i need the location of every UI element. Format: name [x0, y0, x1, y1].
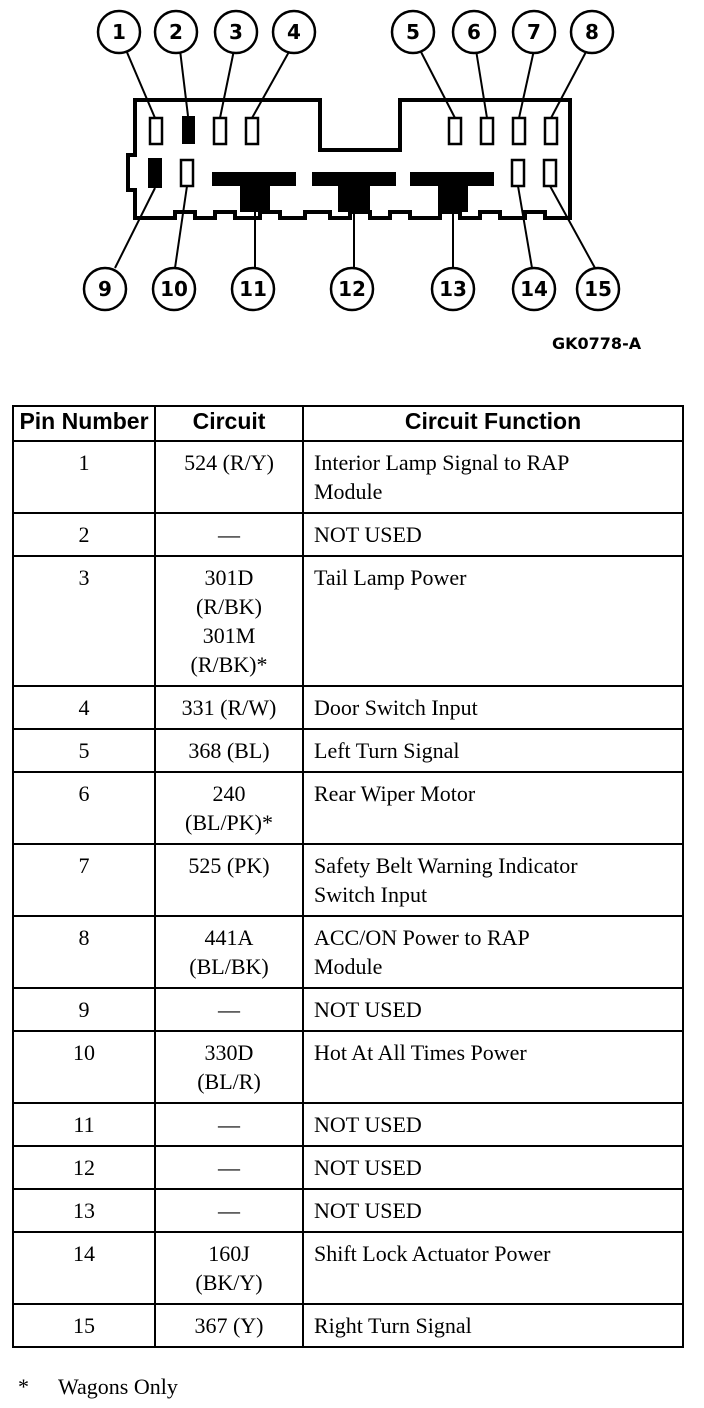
pin-number-cell: 8	[13, 916, 155, 988]
table-header-row	[13, 406, 683, 441]
pin-cavity-4	[246, 118, 258, 144]
circuit-function-cell	[303, 844, 683, 916]
circuit-function-cell	[303, 441, 683, 513]
pin-number-cell: 4	[13, 686, 155, 729]
connector-diagram	[0, 0, 704, 360]
function-line: Module	[314, 954, 383, 979]
circuit-line: 367 (Y)	[194, 1313, 264, 1338]
circuit-line: 240	[212, 781, 246, 806]
circuit-cell	[155, 916, 303, 988]
callout-12: 12	[338, 277, 366, 301]
function-line: Switch Input	[314, 882, 428, 907]
table-row	[13, 556, 683, 686]
circuit-cell	[155, 441, 303, 513]
circuit-cell	[155, 729, 303, 772]
table-row	[13, 1103, 683, 1146]
function-line: Interior Lamp Signal to RAP	[314, 450, 570, 475]
pin-number-cell: 9	[13, 988, 155, 1031]
pin-number-cell: 2	[13, 513, 155, 556]
callout-14: 14	[520, 277, 548, 301]
pin-number-cell: 7	[13, 844, 155, 916]
table-row	[13, 1146, 683, 1189]
circuit-cell	[155, 1031, 303, 1103]
function-line: NOT USED	[314, 997, 422, 1022]
circuit-function-cell	[303, 556, 683, 686]
circuit-line: —	[218, 1198, 240, 1223]
circuit-function-cell	[303, 1189, 683, 1232]
pin-cavity-10	[181, 160, 193, 186]
header-pin-number: Pin Number	[13, 406, 155, 441]
circuit-cell	[155, 686, 303, 729]
circuit-line: —	[218, 997, 240, 1022]
top-leader-lines	[126, 50, 587, 118]
table-row	[13, 1304, 683, 1347]
circuit-cell	[155, 513, 303, 556]
callout-6: 6	[467, 20, 481, 44]
table-row	[13, 988, 683, 1031]
circuit-line: 301D	[204, 565, 254, 590]
circuit-function-cell	[303, 1304, 683, 1347]
pin-table-body	[13, 441, 683, 1347]
figure-id: GK0778-A	[552, 334, 642, 353]
circuit-cell	[155, 1304, 303, 1347]
table-row	[13, 1189, 683, 1232]
footnote	[18, 1374, 178, 1400]
pin-table	[12, 405, 684, 1348]
pin-cavity-2	[182, 116, 195, 144]
circuit-function-cell	[303, 729, 683, 772]
pin-number-cell: 11	[13, 1103, 155, 1146]
pin-cavity-15	[544, 160, 556, 186]
callout-3: 3	[229, 20, 243, 44]
circuit-line: 160J	[208, 1241, 250, 1266]
table-row	[13, 844, 683, 916]
header-circuit: Circuit	[155, 406, 303, 441]
function-line: Right Turn Signal	[314, 1313, 472, 1338]
function-line: NOT USED	[314, 1155, 422, 1180]
pin-number-cell: 3	[13, 556, 155, 686]
function-line: Left Turn Signal	[314, 738, 460, 763]
pin-number-cell: 13	[13, 1189, 155, 1232]
circuit-line: (BK/Y)	[195, 1270, 263, 1295]
function-line: NOT USED	[314, 1112, 422, 1137]
pin-number-cell: 6	[13, 772, 155, 844]
pin-cavity-1	[150, 118, 162, 144]
circuit-function-cell	[303, 916, 683, 988]
circuit-line: —	[218, 522, 240, 547]
pin-cavity-11	[212, 172, 296, 212]
callout-7: 7	[527, 20, 541, 44]
circuit-line: 301M	[202, 623, 256, 648]
circuit-line: 525 (PK)	[188, 853, 270, 878]
callout-8: 8	[585, 20, 599, 44]
circuit-line: 330D	[204, 1040, 254, 1065]
callout-4: 4	[287, 20, 301, 44]
table-row	[13, 1232, 683, 1304]
circuit-line: (BL/BK)	[189, 954, 269, 979]
circuit-function-cell	[303, 1031, 683, 1103]
pin-cavity-13	[410, 172, 494, 212]
pin-cavity-3	[214, 118, 226, 144]
circuit-line: (BL/R)	[197, 1069, 261, 1094]
callout-15: 15	[584, 277, 612, 301]
table-row	[13, 916, 683, 988]
circuit-line: (BL/PK)*	[185, 810, 273, 835]
function-line: Shift Lock Actuator Power	[314, 1241, 551, 1266]
circuit-cell	[155, 1232, 303, 1304]
circuit-function-cell	[303, 1232, 683, 1304]
pin-number-cell: 10	[13, 1031, 155, 1103]
circuit-function-cell	[303, 772, 683, 844]
circuit-function-cell	[303, 513, 683, 556]
function-line: Hot At All Times Power	[314, 1040, 527, 1065]
callout-13: 13	[439, 277, 467, 301]
callout-2: 2	[169, 20, 183, 44]
callout-9: 9	[98, 277, 112, 301]
function-line: Rear Wiper Motor	[314, 781, 476, 806]
table-row	[13, 1031, 683, 1103]
footnote-text: Wagons Only	[58, 1374, 178, 1399]
pin-cavity-5	[449, 118, 461, 144]
footnote-marker: *	[18, 1374, 29, 1399]
function-line: Door Switch Input	[314, 695, 478, 720]
header-circuit-function: Circuit Function	[303, 406, 683, 441]
circuit-cell	[155, 844, 303, 916]
function-line: NOT USED	[314, 1198, 422, 1223]
circuit-cell	[155, 1146, 303, 1189]
pin-number-cell: 14	[13, 1232, 155, 1304]
table-row	[13, 513, 683, 556]
pin-number-cell: 15	[13, 1304, 155, 1347]
function-line: Tail Lamp Power	[314, 565, 467, 590]
function-line: Module	[314, 479, 383, 504]
circuit-line: —	[218, 1112, 240, 1137]
circuit-line: 331 (R/W)	[181, 695, 277, 720]
callout-11: 11	[239, 277, 267, 301]
pin-cavity-7	[513, 118, 525, 144]
circuit-line: (R/BK)*	[190, 652, 268, 677]
circuit-line: 524 (R/Y)	[184, 450, 274, 475]
pin-number-cell: 1	[13, 441, 155, 513]
callout-5: 5	[406, 20, 420, 44]
pin-number-cell: 5	[13, 729, 155, 772]
circuit-cell	[155, 556, 303, 686]
pin-cavity-9	[148, 158, 162, 188]
circuit-cell	[155, 1103, 303, 1146]
circuit-cell	[155, 988, 303, 1031]
table-row	[13, 441, 683, 513]
table-row	[13, 772, 683, 844]
callout-10: 10	[160, 277, 188, 301]
table-row	[13, 686, 683, 729]
pin-cavity-8	[545, 118, 557, 144]
function-line: NOT USED	[314, 522, 422, 547]
circuit-function-cell	[303, 988, 683, 1031]
function-line: ACC/ON Power to RAP	[314, 925, 530, 950]
circuit-function-cell	[303, 686, 683, 729]
circuit-function-cell	[303, 1146, 683, 1189]
circuit-line: 368 (BL)	[188, 738, 270, 763]
function-line: Safety Belt Warning Indicator	[314, 853, 578, 878]
circuit-cell	[155, 772, 303, 844]
circuit-function-cell	[303, 1103, 683, 1146]
pin-cavity-6	[481, 118, 493, 144]
callout-1: 1	[112, 20, 126, 44]
circuit-line: 441A	[204, 925, 254, 950]
circuit-line: (R/BK)	[196, 594, 262, 619]
pin-number-cell: 12	[13, 1146, 155, 1189]
pin-cavity-12	[312, 172, 396, 212]
circuit-cell	[155, 1189, 303, 1232]
pin-cavity-14	[512, 160, 524, 186]
table-row	[13, 729, 683, 772]
circuit-line: —	[218, 1155, 240, 1180]
